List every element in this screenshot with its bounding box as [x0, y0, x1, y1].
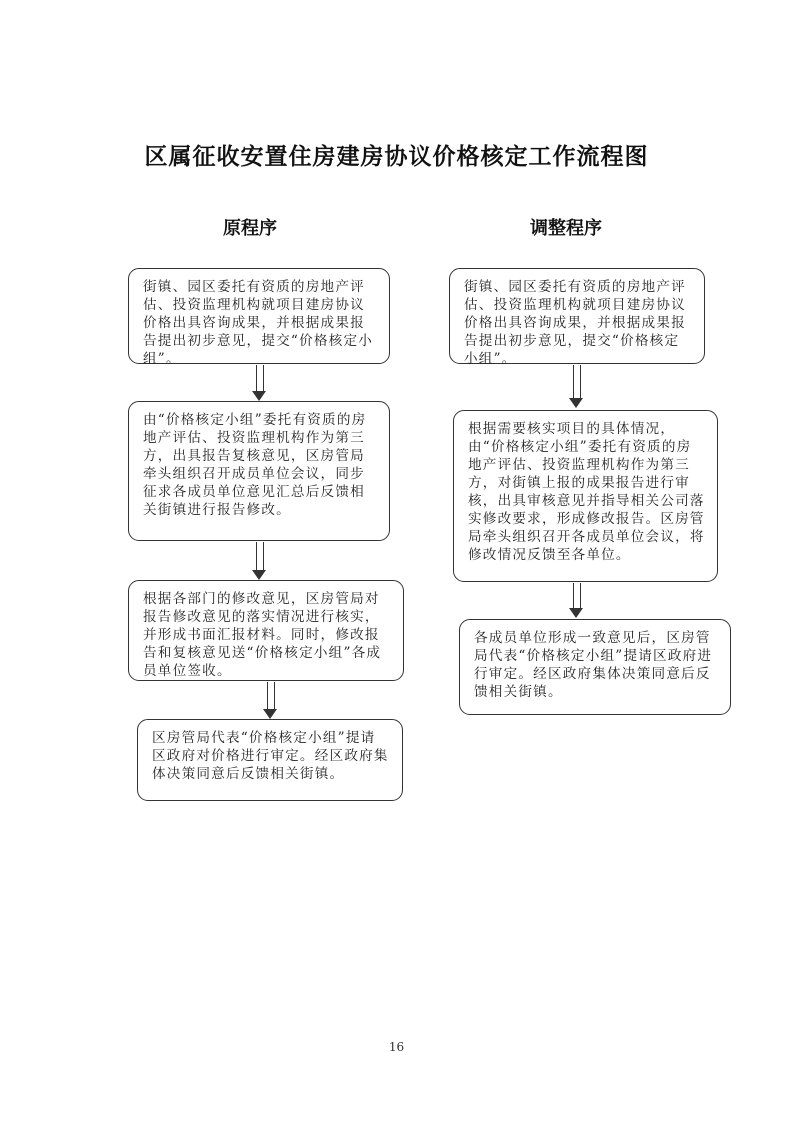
- left-step-2-box: 由“价格核定小组”委托有资质的房地产评估、投资监理机构作为第三方，出具报告复核意见，区房管局牵头组织召开成员单位会议，同步征求各成员单位意见汇总后反馈相关街镇进行报告修改。: [128, 401, 390, 541]
- left-column-heading: 原程序: [223, 218, 277, 239]
- left-step-4-box: 区房管局代表“价格核定小组”提请区政府对价格进行审定。经区政府集体决策同意后反馈相关街镇。: [137, 719, 403, 801]
- right-step-3-box: 各成员单位形成一致意见后，区房管局代表“价格核定小组”提请区政府进行审定。经区政府集体决策同意后反馈相关街镇。: [459, 619, 731, 715]
- right-column-heading: 调整程序: [530, 218, 602, 239]
- right-step-1-box: 街镇、园区委托有资质的房地产评估、投资监理机构就项目建房协议价格出具咨询成果，并根据成果报告提出初步意见，提交“价格核定小组”。: [449, 268, 705, 364]
- left-step-3-box: 根据各部门的修改意见，区房管局对报告修改意见的落实情况进行核实，并形成书面汇报材料。同时，修改报告和复核意见送“价格核定小组”各成员单位签收。: [128, 580, 404, 681]
- page-number: 16: [388, 1040, 405, 1054]
- right-step-2-box: 根据需要核实项目的具体情况，由“价格核定小组”委托有资质的房地产评估、投资监理机构作为第三方，对街镇上报的成果报告进行审核，出具审核意见并指导相关公司落实修改要求，形成修改报告。区房管局牵头组织召开各成员单位会议，将修改情况反馈至各单位。: [453, 410, 718, 582]
- left-step-1-box: 街镇、园区委托有资质的房地产评估、投资监理机构就项目建房协议价格出具咨询成果，并根据成果报告提出初步意见，提交“价格核定小组”。: [128, 268, 390, 364]
- page-title: 区属征收安置住房建房协议价格核定工作流程图: [144, 144, 649, 170]
